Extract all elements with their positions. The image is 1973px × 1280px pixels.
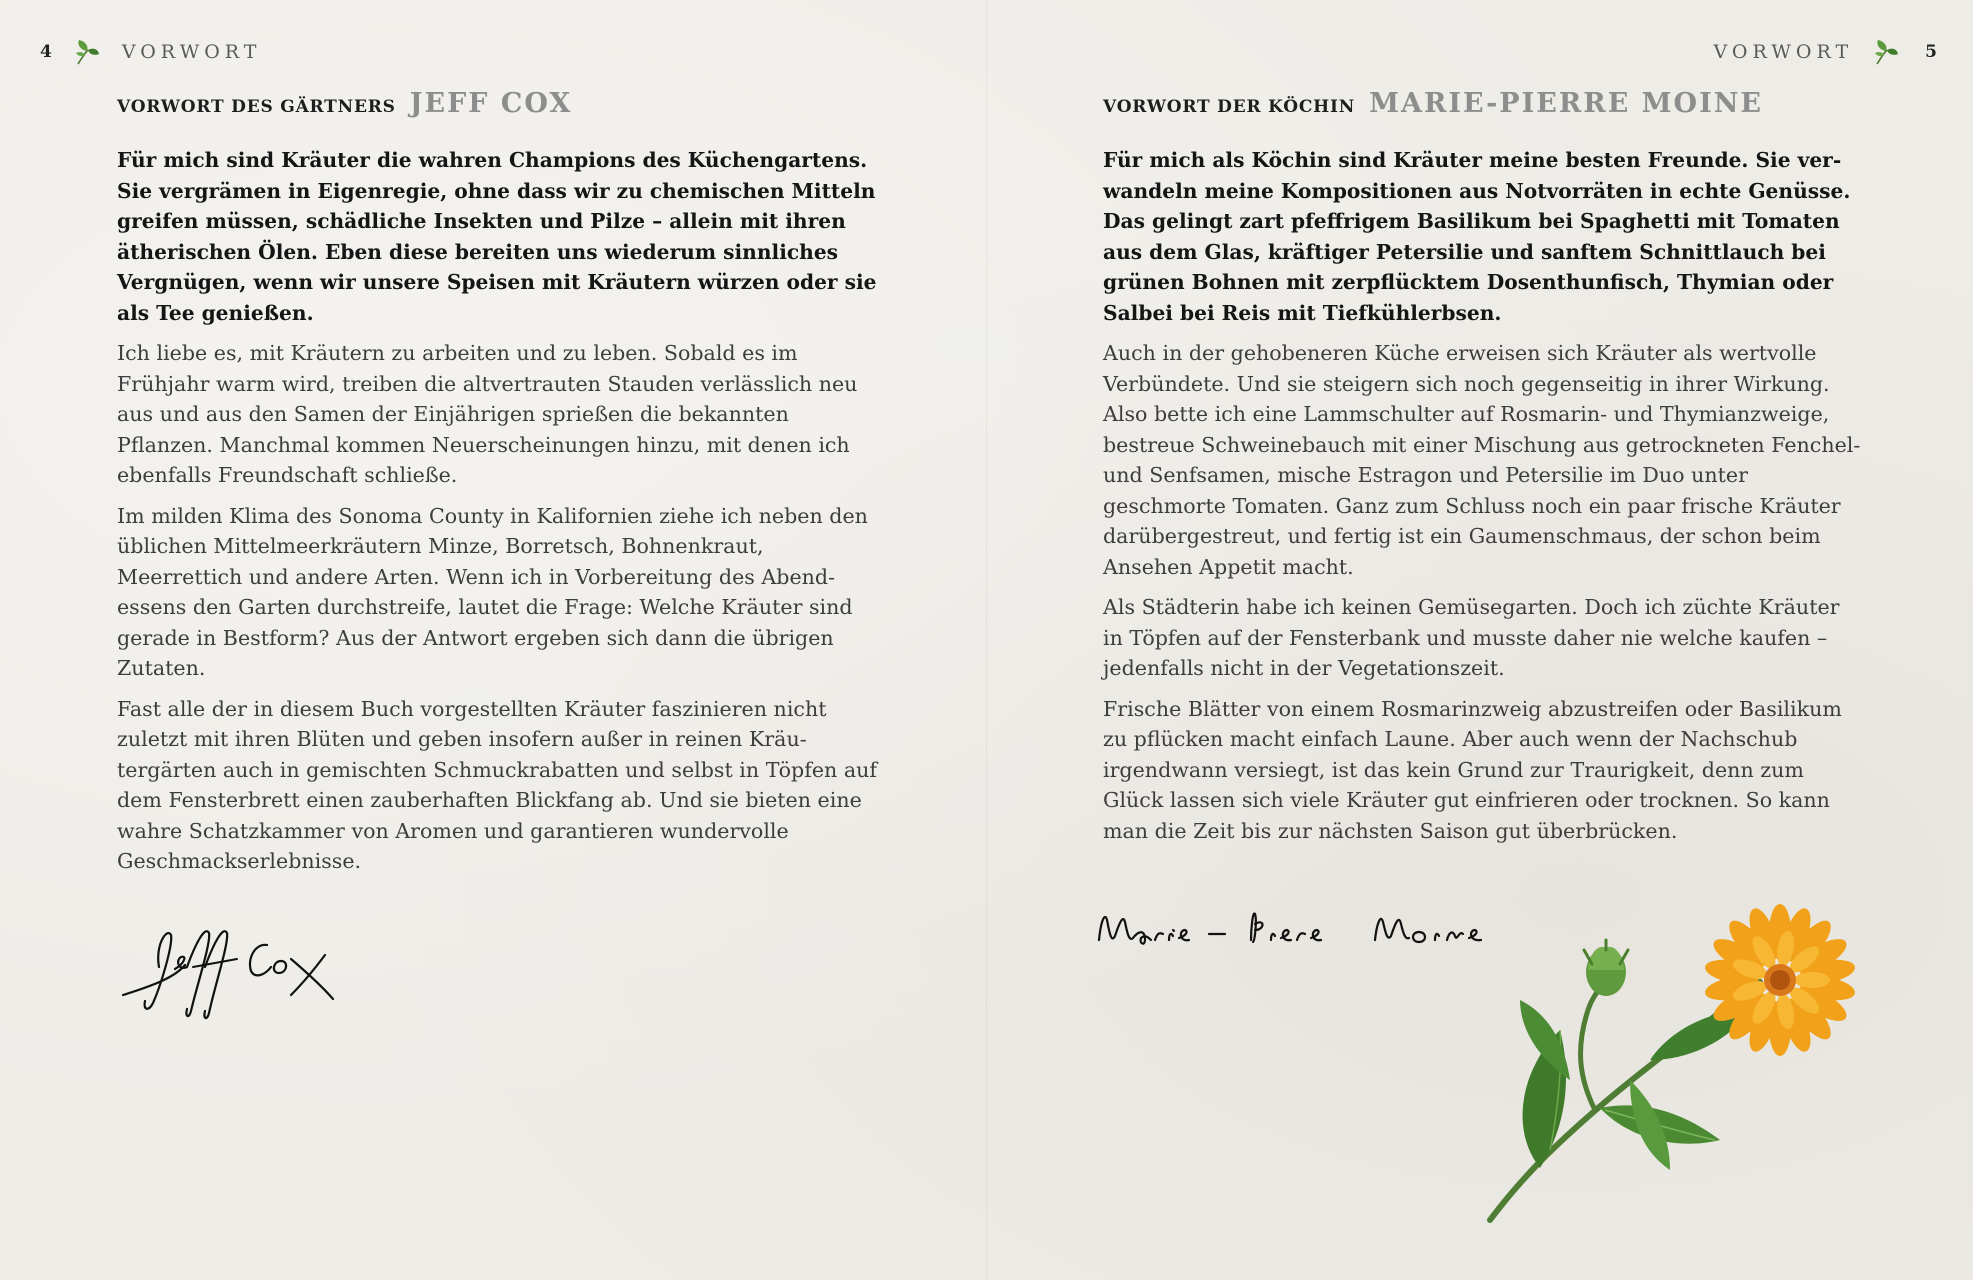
body-paragraph: Frische Blätter von einem Rosmarinzweig abzustreifen oder Basilikum zu pflücken macht einfach Laune. Aber auch wenn der Nachschub irgendwann versiegt, ist das kein Grund zur Traurigkeit, denn zum Glück lassen sich viele Kräuter gut einfrieren oder trocknen. So kann man die Zeit bis zur nächsten Saison gut überbrücken.: [1103, 696, 1842, 843]
running-head-title-left: VORWORT: [121, 41, 262, 63]
foreword-gardener: [117, 88, 877, 887]
section-heading-right: [1103, 88, 1863, 119]
heading-name-left: JEFF COX: [409, 88, 573, 119]
heading-label-left: VORWORT DES GÄRTNERS: [117, 97, 396, 117]
herb-leaf-icon: [74, 38, 100, 66]
body-paragraph: Im milden Klima des Sonoma County in Kalifornien ziehe ich neben den üblichen Mittelmeerkräutern Minze, Borretsch, Bohnenkraut, Meerrettich und andere Arten. Wenn ich in Vorbereitung des Abendessens den Garten durchstreife, lautet die Frage: Welche Kräuter sind gerade in Bestform? Aus der Antwort ergeben sich dann die übrigen Zutaten.: [117, 503, 868, 680]
lead-paragraph-left: Für mich sind Kräuter die wahren Champions des Küchengartens. Sie vergrämen in Eigenregie, ohne dass wir zu chemischen Mitteln greifen müssen, schädliche Insekten und Pilze – allein mit ihren ätherischen Ölen. Eben diese bereiten uns wiederum sinnliches Vergnügen, wenn wir unsere Speisen mit Kräutern würzen oder sie als Tee genießen.: [117, 148, 877, 325]
heading-label-right: VORWORT DER KÖCHIN: [1103, 97, 1356, 117]
section-heading-left: [117, 88, 877, 119]
herb-leaf-icon: [1873, 38, 1899, 66]
left-page: [0, 0, 986, 1280]
running-head-title-right: VORWORT: [1713, 41, 1854, 63]
running-head-left: [40, 38, 261, 66]
body-paragraph: Ich liebe es, mit Kräutern zu arbeiten und zu leben. Sobald es im Frühjahr warm wird, treiben die altvertrauten Stauden verlässlich neu aus und aus den Samen der Einjährigen sprießen die bekannten Pflanzen. Manchmal kommen Neuerscheinungen hinzu, mit denen ich ebenfalls Freundschaft schließe.: [117, 341, 858, 487]
body-paragraph: Auch in der gehobeneren Küche erweisen sich Kräuter als wertvolle Verbündete. Und sie steigern sich noch gegenseitig in ihrer Wirkung. Also bette ich eine Lammschulter auf Rosmarin- und Thymianzweige, bestreue Schweinebauch mit einer Mischung aus getrockneten Fenchel- und Senfsamen, mische Estragon und Petersilie im Duo unter geschmorte Tomaten. Ganz zum Schluss noch ein paar frische Kräuter darübergestreut, und fertig ist ein Gaumenschmaus, der schon beim Ansehen Appetit macht.: [1103, 341, 1861, 579]
running-head-right: [1714, 38, 1937, 66]
body-paragraph: Fast alle der in diesem Buch vorgestellten Kräuter faszinieren nicht zuletzt mit ihren Blüten und geben insofern außer in reinen Kräutergärten auch in gemischten Schmuckrabatten und selbst in Töpfen auf dem Fensterbrett einen zauberhaften Blickfang ab. Und sie bieten eine wahre Schatzkammer von Aromen und garantieren wundervolle Geschmackserlebnisse.: [117, 696, 877, 873]
foreword-cook: [1103, 88, 1863, 856]
signature-jeff-cox: [115, 915, 355, 1025]
page-number-right: 5: [1925, 42, 1937, 62]
body-paragraph: Als Städterin habe ich keinen Gemüsegarten. Doch ich züchte Kräuter in Töpfen auf der Fensterbank und musste daher nie welche kaufen – jedenfalls nicht in der Vegetationszeit.: [1103, 595, 1840, 680]
signature-marie-pierre-moine: [1093, 900, 1513, 960]
lead-paragraph-right: Für mich als Köchin sind Kräuter meine besten Freunde. Sie verwandeln meine Kompositionen aus Notvorräten in echte Genüsse. Das gelingt zart pfeffrigem Basilikum bei Spaghetti mit Tomaten aus dem Glas, kräftiger Petersilie und sanftem Schnittlauch bei grünen Bohnen mit zerpflücktem Dosenthunfisch, Thymian oder Salbei bei Reis mit Tiefkühlerbsen.: [1103, 148, 1851, 325]
marigold-flower-illustration: [1480, 900, 1860, 1230]
heading-name-right: MARIE-PIERRE MOINE: [1369, 88, 1763, 119]
page-number-left: 4: [40, 42, 52, 62]
